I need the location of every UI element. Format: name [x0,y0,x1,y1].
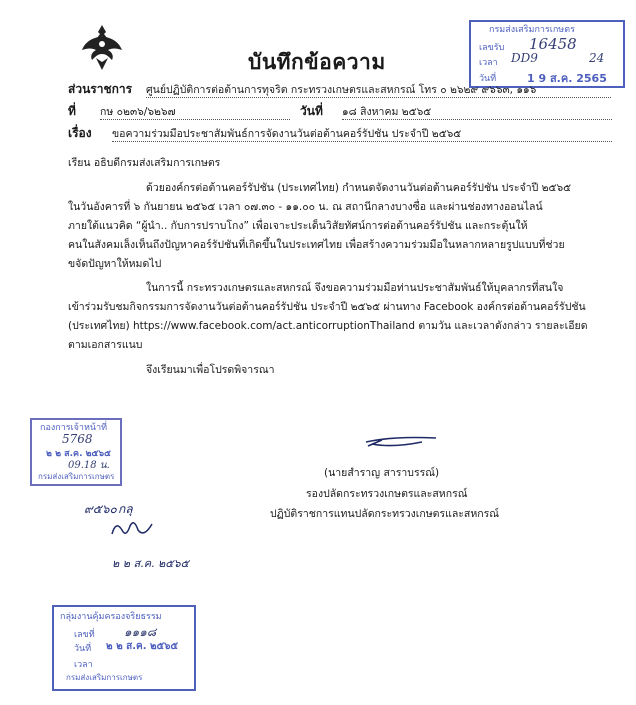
stamp-time-value: DD9 [511,51,538,65]
paragraph2-line2: เข้าร่วมรับชมกิจกรรมการจัดงานวันต่อต้านคอร์รัปชัน ประจำปี ๒๕๖๕ ผ่านทาง Facebook องค์กรต่อต้านคอร์รัปชัน [68,301,586,313]
stamp-header: กองการเจ้าหน้าที่ [40,423,108,433]
handwritten-note-1: ๙๕๖๐ [84,502,117,516]
stamp-footer: กรมส่งเสริมการเกษตร [38,472,115,481]
signature-position: รองปลัดกระทรวงเกษตรและสหกรณ์ [306,488,468,500]
paragraph1-line2: ในวันอังคารที่ ๖ กันยายน ๒๕๖๕ เวลา ๐๗.๓๐ - ๑๑.๐๐ น. ณ สถานีกลางบางซื่อ และผ่านช่องทางออนไลน์ [68,201,543,213]
paragraph1-line1: ด้วยองค์กรต่อต้านคอร์รัปชัน (ประเทศไทย) กำหนดจัดงานวันต่อต้านคอร์รัปชัน ประจำปี ๒๕๖๕ [146,182,572,194]
subject-value: ขอความร่วมมือประชาสัมพันธ์การจัดงานวันต่อต้านคอร์รัปชัน ประจำปี ๒๕๖๕ [112,127,612,142]
received-stamp-middle-left [30,418,122,486]
date-value: ๑๘ สิงหาคม ๒๕๖๕ [342,105,612,120]
stamp-no-value: ๑๑๑๘ [124,625,157,639]
stamp-no-value: 16458 [529,35,577,53]
signature-acting: ปฏิบัติราชการแทนปลัดกระทรวงเกษตรและสหกรณ์ [270,508,499,520]
handwritten-signature [108,514,154,540]
received-stamp-top-right [469,20,625,88]
paragraph2-line4: ตามเอกสารแนบ [68,339,143,351]
closing-text: จึงเรียนมาเพื่อโปรดพิจารณา [146,364,275,376]
handwritten-date: ๒ ๒ ส.ค. ๒๕๖๕ [112,557,189,570]
stamp-no-label: เลขที่ [74,630,95,640]
stamp-date-value: ๒ ๒ ส.ค. ๒๕๖๕ [106,641,179,652]
stamp-date-label: วันที่ [479,74,497,84]
paragraph1-line5: ขจัดปัญหาให้หมดไป [68,258,162,270]
handwritten-note-2: กลุ [118,502,133,516]
stamp-date-value: ๒ ๒ ส.ค. ๒๕๖๕ [46,449,111,459]
stamp-date-label: วันที่ [74,644,92,654]
page-title: บันทึกข้อความ [248,50,386,74]
subject-label: เรื่อง [68,126,92,140]
signature-name: (นายสำราญ สาราบรรณ์) [324,467,440,479]
ref-label: ที่ [68,104,76,118]
agency-label: ส่วนราชการ [68,82,133,96]
stamp-time-value: 09.18 น. [68,460,110,471]
agency-value: ศูนย์ปฏิบัติการต่อต้านการทุจริต กระทรวงเกษตรและสหกรณ์ โทร ๐ ๒๖๒๙ ๙๖๖๓, ๑๑๖ [146,83,611,98]
paragraph2-line3: (ประเทศไทย) https://www.facebook.com/act.anticorruptionThailand ตามวัน และเวลาดังกล่าว รายละเอียด [68,320,588,332]
stamp-no-label: เลขรับ [479,43,505,53]
stamp-header: กรมส่งเสริมการเกษตร [489,25,575,35]
stamp-date-value: 1 9 ส.ค. 2565 [527,72,607,85]
paragraph1-line3: ภายใต้แนวคิด “ผู้นำ.. กับการปราบโกง” เพื่อเจาะประเด็นวิสัยทัศน์การต่อต้านคอร์รัปชัน และกระตุ้นให้ [68,220,528,232]
stamp-footer: กรมส่งเสริมการเกษตร [66,673,143,682]
stamp-time-label: เวลา [74,660,93,670]
stamp-header: กลุ่มงานคุ้มครองจริยธรรม [60,612,162,622]
stamp-time-extra: 24 [589,51,605,65]
date-label: วันที่ [300,104,323,118]
paragraph2-line1: ในการนี้ กระทรวงเกษตรและสหกรณ์ จึงขอความร่วมมือท่านประชาสัมพันธ์ให้บุคลากรที่สนใจ [146,282,564,294]
paragraph1-line4: คนในสังคมเล็งเห็นถึงปัญหาคอร์รัปชันที่เกิดขึ้นในประเทศไทย เพื่อสร้างความร่วมมือในหลากหลายรูปแบบที่ช่วย [68,239,565,251]
salutation: เรียน อธิบดีกรมส่งเสริมการเกษตร [68,157,221,169]
ref-value: กษ ๐๒๓๖/๖๒๖๗ [100,105,290,120]
garuda-emblem [80,22,124,72]
signature-scribble [362,430,440,452]
stamp-no-value: 5768 [62,432,93,446]
stamp-time-label: เวลา [479,58,498,68]
received-stamp-bottom-left [52,605,196,691]
